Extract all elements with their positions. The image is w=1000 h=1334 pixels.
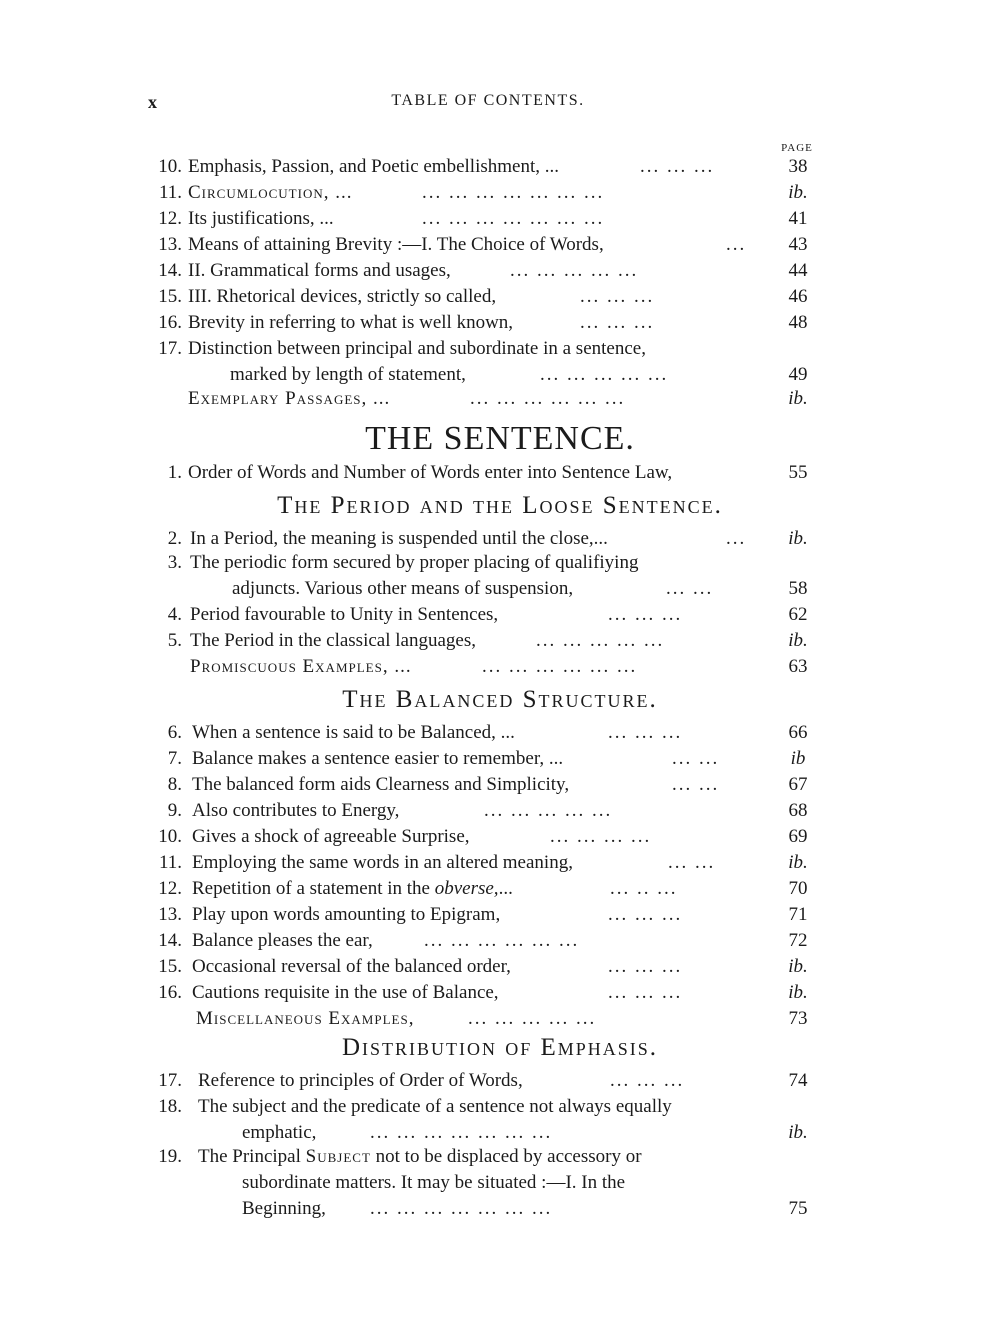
entry-text: Miscellaneous Examples,	[196, 1008, 415, 1029]
entry-page: 49	[788, 364, 808, 385]
entry-page: ib.	[788, 1122, 808, 1143]
entry-text: III. Rhetorical devices, strictly so called,	[188, 286, 497, 307]
entry-number: 5.	[167, 630, 182, 651]
entry-page: 73	[788, 1008, 808, 1029]
entry-text: In a Period, the meaning is suspended until the close,...	[190, 528, 608, 549]
running-head	[148, 92, 828, 114]
leader-dots: ... ... ... ... ... ...	[470, 388, 626, 409]
entry-page: 38	[788, 156, 808, 177]
leader-dots: ... ... ... ... ... ... ...	[422, 208, 605, 229]
toc-entry[interactable]	[0, 336, 1000, 388]
entry-text-lead: Repetition of a statement in the	[192, 878, 430, 899]
entry-page: ib.	[788, 528, 808, 549]
leader-dots: ... ... ...	[608, 956, 683, 977]
leader-dots: ... ... ...	[580, 286, 655, 307]
entry-text: Reference to principles of Order of Words,	[198, 1070, 523, 1091]
entry-page: 67	[788, 774, 808, 795]
entry-text: II. Grammatical forms and usages,	[188, 260, 451, 281]
entry-number: 10.	[158, 826, 182, 847]
entry-number: 13.	[158, 904, 182, 925]
entry-number: 19.	[158, 1146, 182, 1167]
entry-text-continued: emphatic,	[242, 1122, 317, 1143]
entry-text-smallcaps: Subject	[305, 1146, 371, 1167]
entry-number: 12.	[158, 208, 182, 229]
leader-dots: ... ... ...	[608, 982, 683, 1003]
entry-text-trail: not to be displaced by accessory or	[375, 1146, 642, 1167]
entry-number: 4.	[167, 604, 182, 625]
entry-text: The subject and the predicate of a sentence not always equally	[198, 1096, 672, 1117]
page-column-heading: PAGE	[781, 142, 813, 154]
entry-text: The periodic form secured by proper placing of qualifiying	[190, 552, 639, 573]
entry-number: 13.	[158, 234, 182, 255]
entry-text-continued: adjuncts. Various other means of suspension,	[232, 578, 574, 599]
leader-dots: ... ... ... ... ... ... ...	[370, 1198, 553, 1219]
entry-text: Play upon words amounting to Epigram,	[192, 904, 501, 925]
leader-dots: ... ... ... ...	[550, 826, 652, 847]
entry-text: Gives a shock of agreeable Surprise,	[192, 826, 470, 847]
entry-text: Its justifications, ...	[188, 208, 334, 229]
entry-page: 71	[788, 904, 808, 925]
entry-page: ib.	[788, 956, 808, 977]
entry-text: Promiscuous Examples, ...	[190, 656, 412, 677]
entry-text: Period favourable to Unity in Sentences,	[190, 604, 499, 625]
leader-dots: ... ... ...	[608, 604, 683, 625]
entry-number: 15.	[158, 956, 182, 977]
section-title-emphasis: Distribution of Emphasis.	[341, 1034, 659, 1061]
entry-text: Brevity in referring to what is well known,	[188, 312, 514, 333]
entry-text: Cautions requisite in the use of Balance,	[192, 982, 499, 1003]
leader-dots: ... ...	[666, 578, 714, 599]
leader-dots: ... .. ...	[610, 878, 678, 899]
entry-page: 48	[788, 312, 808, 333]
entry-page: 46	[788, 286, 808, 307]
entry-page: 43	[788, 234, 808, 255]
entry-text-trail: ...	[498, 878, 513, 899]
leader-dots: ...	[726, 528, 747, 549]
entry-text: The balanced form aids Clearness and Simplicity,	[192, 774, 570, 795]
toc-entry[interactable]	[0, 1144, 1000, 1222]
leader-dots: ... ... ... ... ... ...	[482, 656, 638, 677]
section-title-balanced: The Balanced Structure.	[342, 686, 658, 713]
entry-number: 7.	[167, 748, 182, 769]
leader-dots: ... ... ... ... ... ... ...	[422, 182, 605, 203]
entry-text-continued: marked by length of statement,	[230, 364, 466, 385]
entry-text	[198, 1144, 642, 1170]
entry-text: Circumlocution, ...	[188, 182, 353, 203]
entry-page: 68	[788, 800, 808, 821]
leader-dots: ... ... ...	[608, 722, 683, 743]
entry-text: Order of Words and Number of Words enter into Sentence Law,	[188, 462, 673, 483]
leader-dots: ... ... ... ... ...	[540, 364, 669, 385]
entry-number: 14.	[158, 260, 182, 281]
entry-page: 62	[788, 604, 808, 625]
entry-text: Also contributes to Energy,	[192, 800, 400, 821]
entry-page: ib.	[788, 852, 808, 873]
entry-page: 55	[788, 462, 808, 483]
leader-dots: ... ... ... ... ...	[510, 260, 639, 281]
entry-number: 16.	[158, 982, 182, 1003]
leader-dots: ... ... ... ... ...	[536, 630, 665, 651]
entry-number: 15.	[158, 286, 182, 307]
entry-page: 63	[788, 656, 808, 677]
entry-text: Emphasis, Passion, and Poetic embellishment, ...	[188, 156, 559, 177]
entry-number: 17.	[158, 1070, 182, 1091]
leader-dots: ... ... ... ... ...	[468, 1008, 597, 1029]
entry-page: 74	[788, 1070, 808, 1091]
entry-number: 6.	[167, 722, 182, 743]
entry-text: Exemplary Passages, ...	[188, 388, 391, 409]
entry-text: Distinction between principal and subordinate in a sentence,	[188, 338, 646, 359]
entry-number: 12.	[158, 878, 182, 899]
leader-dots: ... ... ... ... ...	[484, 800, 613, 821]
entry-number: 11.	[158, 852, 182, 873]
leader-dots: ...	[726, 234, 747, 255]
leader-dots: ... ... ... ... ... ... ...	[370, 1122, 553, 1143]
folio: x	[148, 92, 157, 112]
entry-number: 9.	[167, 800, 182, 821]
section-title-period: The Period and the Loose Sentence.	[277, 492, 723, 519]
running-title: TABLE OF CONTENTS.	[391, 92, 585, 109]
entry-text: The Period in the classical languages,	[190, 630, 476, 651]
entry-number: 8.	[167, 774, 182, 795]
entry-text-lead: The Principal	[198, 1146, 301, 1167]
entry-page: 41	[788, 208, 808, 229]
entry-number: 18.	[158, 1096, 182, 1117]
entry-page: ib.	[788, 388, 808, 409]
entry-page: 69	[788, 826, 808, 847]
entry-page: 44	[788, 260, 808, 281]
entry-page: 66	[788, 722, 808, 743]
entry-page: ib.	[788, 982, 808, 1003]
entry-text: Balance pleases the ear,	[192, 930, 373, 951]
leader-dots: ... ... ... ... ... ...	[424, 930, 580, 951]
entry-number: 3.	[167, 552, 182, 573]
entry-number: 16.	[158, 312, 182, 333]
entry-page: 58	[788, 578, 808, 599]
entry-text: Means of attaining Brevity :—I. The Choice of Words,	[188, 234, 604, 255]
entry-text-continued: subordinate matters. It may be situated :—I. In the	[242, 1172, 626, 1193]
entry-text	[192, 876, 513, 902]
entry-page: 70	[788, 878, 808, 899]
entry-number: 14.	[158, 930, 182, 951]
entry-number: 10.	[158, 156, 182, 177]
entry-page: 72	[788, 930, 808, 951]
entry-text: Balance makes a sentence easier to remember, ...	[192, 748, 564, 769]
entry-number: 11.	[158, 182, 182, 203]
leader-dots: ... ... ...	[640, 156, 715, 177]
leader-dots: ... ... ...	[610, 1070, 685, 1091]
toc-entry[interactable]	[0, 550, 1000, 602]
leader-dots: ... ... ...	[608, 904, 683, 925]
leader-dots: ... ...	[668, 852, 716, 873]
entry-text: Employing the same words in an altered meaning,	[192, 852, 573, 873]
entry-number: 1.	[167, 462, 182, 483]
entry-text: Occasional reversal of the balanced order,	[192, 956, 511, 977]
entry-text-italic: obverse,	[434, 878, 499, 899]
entry-text-continued: Beginning,	[242, 1198, 326, 1219]
leader-dots: ... ...	[672, 748, 720, 769]
entry-page: 75	[788, 1198, 808, 1219]
toc-entry[interactable]	[0, 1094, 1000, 1146]
entry-page: ib.	[788, 182, 808, 203]
leader-dots: ... ... ...	[580, 312, 655, 333]
entry-number: 17.	[158, 338, 182, 359]
leader-dots: ... ...	[672, 774, 720, 795]
entry-page: ib	[790, 748, 806, 769]
entry-page: ib.	[788, 630, 808, 651]
section-title-sentence: THE SENTENCE.	[365, 420, 635, 457]
entry-text: When a sentence is said to be Balanced, ...	[192, 722, 515, 743]
entry-number: 2.	[167, 528, 182, 549]
